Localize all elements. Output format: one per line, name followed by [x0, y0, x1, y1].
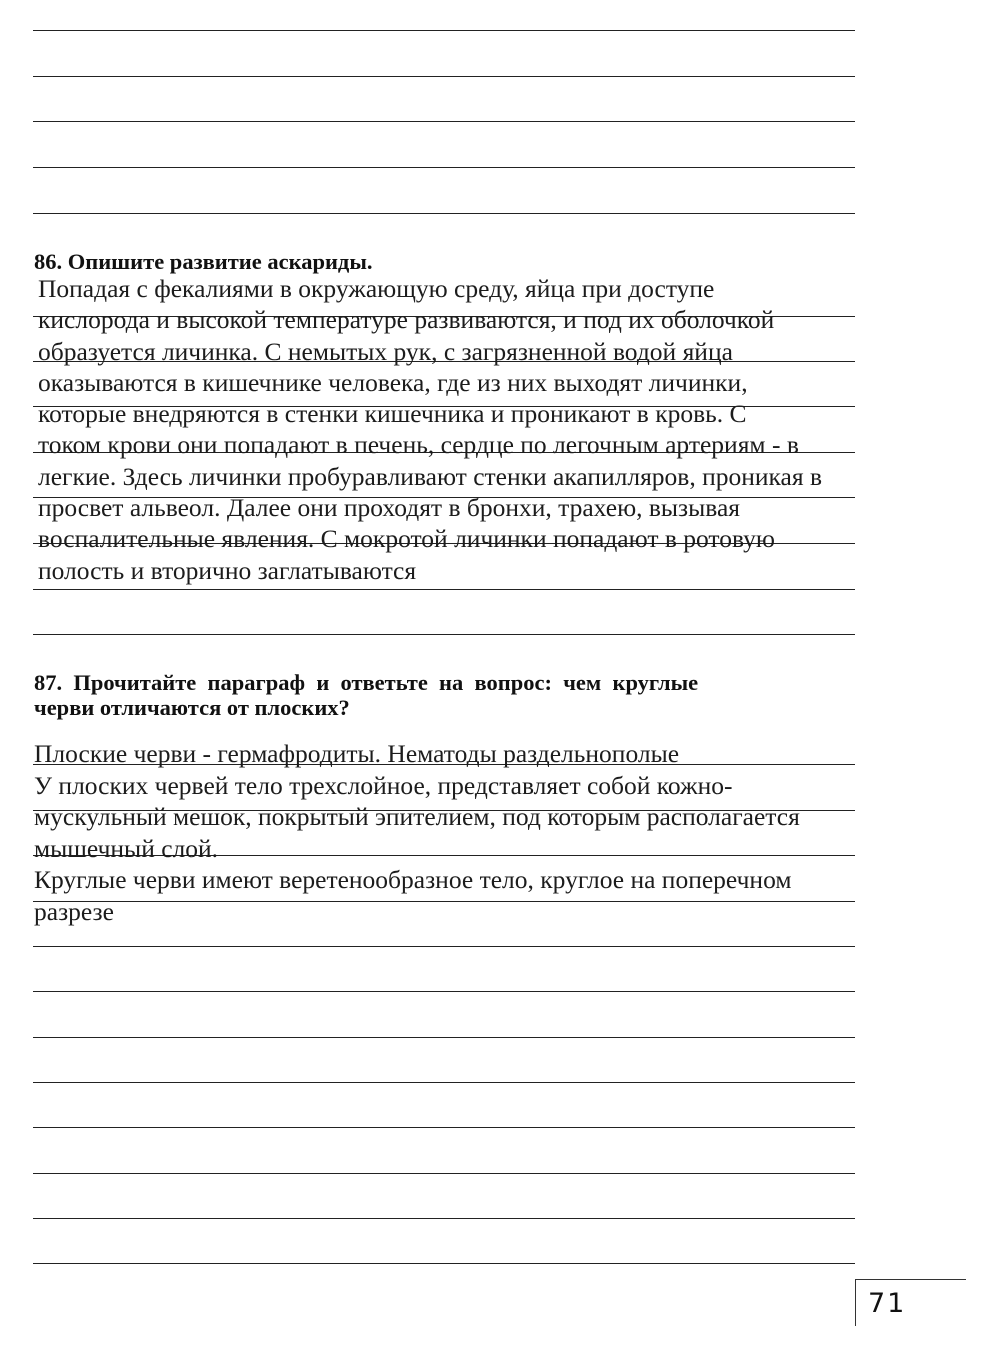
writing-line [33, 1127, 855, 1128]
question-86-answer [38, 273, 822, 586]
answer-line: У плоских червей тело трехслойное, представляет собой кожно- [34, 770, 733, 800]
answer-line: оказываются в кишечнике человека, где из них выходят личинки, [38, 367, 748, 397]
answer-line: мышечный слой. [34, 833, 219, 863]
answer-line: полость и вторично заглатываются [38, 555, 417, 585]
question-87-answer [34, 738, 800, 927]
writing-line [33, 1218, 855, 1219]
writing-line [33, 30, 855, 31]
writing-line [33, 589, 855, 590]
answer-line: Плоские черви - гермафродиты. Нематоды раздельнополые [34, 739, 680, 768]
answer-line: мускульный мешок, покрытый эпителием, под которым располагается [34, 802, 800, 831]
writing-line [33, 1037, 855, 1038]
answer-line: Круглые черви имеют веретенообразное тело, круглое на поперечном [34, 865, 792, 894]
question-87-title [34, 670, 698, 720]
question-87-title-line: черви отличаются от плоских? [34, 695, 350, 720]
writing-line [33, 213, 855, 214]
answer-line: Попадая с фекалиями в окружающую среду, яйца при доступе [38, 274, 715, 303]
question-87-title-line: 87. Прочитайте параграф и ответьте на вопрос: чем круглые [34, 670, 699, 695]
answer-line: образуется личинка. С немытых рук, с загрязненной водой яйца [38, 336, 733, 366]
answer-line: просвет альвеол. Далее они проходят в бронхи, трахею, вызывая [38, 493, 741, 523]
answer-line: кислорода и высокой температуре развиваются, и под их оболочкой [38, 305, 775, 335]
answer-line: воспалительные явления. С мокротой личинки попадают в ротовую [38, 524, 775, 554]
answer-line: легкие. Здесь личинки пробуравливают стенки акапилляров, проникая в [38, 461, 823, 491]
writing-line [33, 1173, 855, 1174]
answer-line: которые внедряются в стенки кишечника и проникают в кровь. С [38, 399, 747, 429]
writing-line [33, 946, 855, 947]
writing-line [33, 76, 855, 77]
writing-line [33, 634, 855, 635]
writing-line [33, 167, 855, 168]
writing-line [33, 1263, 855, 1264]
answer-line: разрезе [34, 896, 114, 926]
question-86-title: 86. Опишите развитие аскариды. [34, 249, 373, 274]
page-number: 71 [868, 1288, 907, 1319]
writing-line [33, 121, 855, 122]
writing-line [33, 1082, 855, 1083]
answer-line: током крови они попадают в печень, сердце по легочным артериям - в [38, 430, 799, 460]
writing-line [33, 991, 855, 992]
